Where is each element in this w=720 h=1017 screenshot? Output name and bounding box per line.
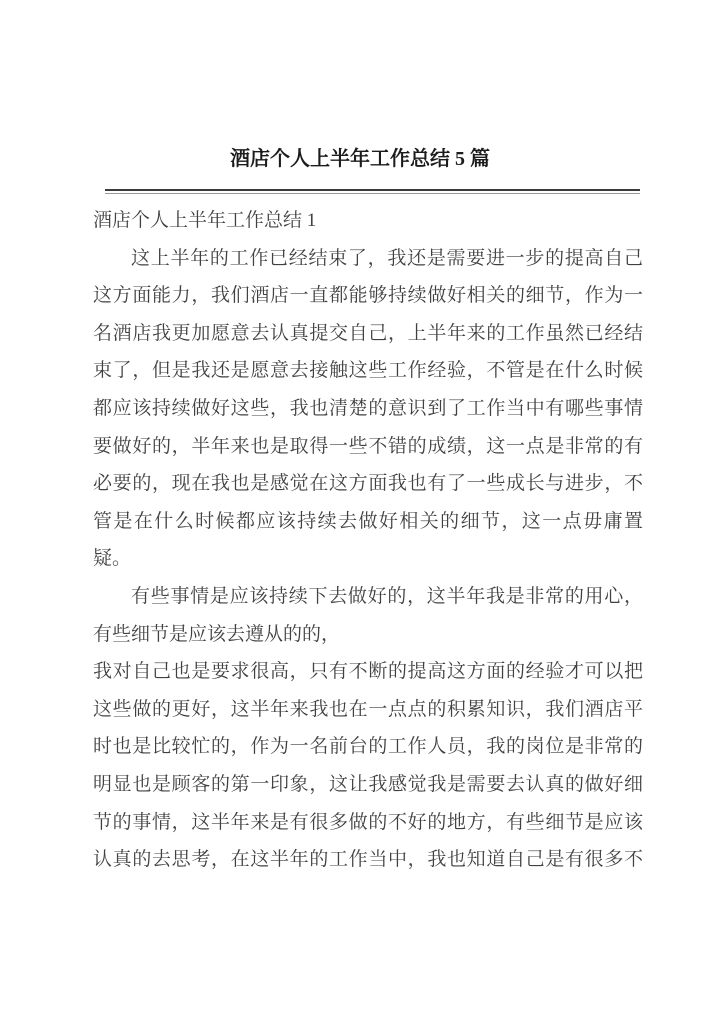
text-line: 我对自己也是要求很高，只有不断的提高这方面的经验才可以把 <box>93 661 643 683</box>
text-line: 必要的，现在我也是感觉在这方面我也有了一些成长与进步，不 <box>93 473 643 495</box>
text-line: 有些细节是应该去遵从的的， <box>93 623 341 645</box>
text-line: 明显也是顾客的第一印象，这让我感觉我是需要去认真的做好细 <box>93 773 643 795</box>
text-line: 都应该持续做好这些，我也清楚的意识到了工作当中有哪些事情 <box>93 397 643 419</box>
text-line: 管是在什么时候都应该持续去做好相关的细节，这一点毋庸置 <box>93 510 643 532</box>
text-line: 这上半年的工作已经结束了，我还是需要进一步的提高自己 <box>131 247 643 269</box>
text-line: 名酒店我更加愿意去认真提交自己，上半年来的工作虽然已经结 <box>93 322 643 344</box>
text-line: 这些做的更好，这半年来我也在一点点的积累知识，我们酒店平 <box>93 698 643 720</box>
text-line: 有些事情是应该持续下去做好的，这半年我是非常的用心， <box>131 585 643 607</box>
text-line: 束了，但是我还是愿意去接触这些工作经验，不管是在什么时候 <box>93 360 643 382</box>
title-divider <box>105 189 640 194</box>
document-title: 酒店个人上半年工作总结 5 篇 <box>230 148 490 170</box>
text-line: 疑。 <box>93 548 132 570</box>
document-body <box>93 202 643 879</box>
text-line: 节的事情，这半年来是有很多做的不好的地方，有些细节是应该 <box>93 811 643 833</box>
text-line: 要做好的，半年来也是取得一些不错的成绩，这一点是非常的有 <box>93 435 643 457</box>
text-line: 这方面能力，我们酒店一直都能够持续做好相关的细节，作为一 <box>93 285 643 307</box>
text-line: 认真的去思考，在这半年的工作当中，我也知道自己是有很多不 <box>93 849 643 871</box>
section-heading: 酒店个人上半年工作总结 1 <box>93 210 317 231</box>
text-line: 时也是比较忙的，作为一名前台的工作人员，我的岗位是非常的 <box>93 736 643 758</box>
